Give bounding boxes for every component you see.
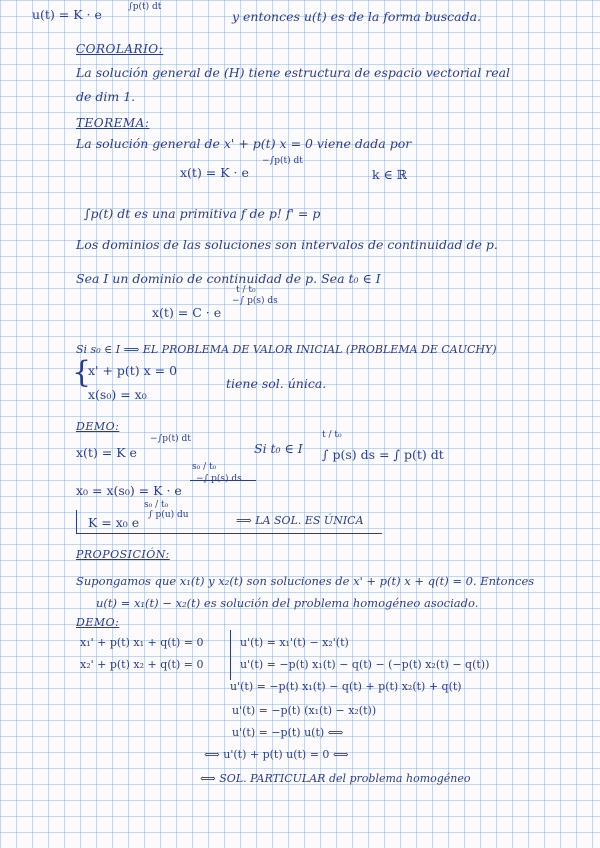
corolario-line-2: de dim 1. (76, 89, 136, 104)
demo-1-box-left (76, 510, 77, 534)
text-conclusion: y entonces u(t) es de la forma buscada. (232, 9, 482, 24)
corolario-heading: COROLARIO: (76, 42, 164, 56)
demo-2-conclusion: ⟺ SOL. PARTICULAR del problema homogéneo (200, 772, 471, 785)
formula-u-exponent: ∫p(t) dt (128, 2, 162, 12)
teorema-exponent: −∫p(t) dt (262, 156, 303, 166)
teorema-particular: x(t) = C · e (152, 305, 222, 320)
formula-u-of-t: u(t) = K · e (32, 7, 102, 22)
demo-1-eq-3-lims: s₀ / t₀ (144, 500, 169, 510)
teorema-heading: TEOREMA: (76, 116, 150, 130)
teorema-particular-lims: t / t₀ (236, 285, 256, 295)
demo-1-eq-3-exp: ∫ p(u) du (148, 510, 189, 520)
demo-1-eq-3: K = x₀ e (88, 515, 140, 530)
demo-1-eq-1-exp: −∫p(t) dt (150, 434, 191, 444)
demo-1-heading: DEMO: (76, 420, 120, 433)
system-eq-1: x' + p(t) x = 0 (88, 363, 178, 378)
demo-2-step-5: u'(t) = −p(t) u(t) ⟺ (232, 726, 344, 739)
demo-2-step-4: u'(t) = −p(t) (x₁(t) − x₂(t)) (232, 704, 377, 717)
teorema-particular-exp: −∫ p(s) ds (232, 296, 278, 306)
demo-1-box-line (76, 533, 382, 534)
demo-1-integral-eq: ∫ p(s) ds = ∫ p(t) dt (322, 447, 444, 462)
demo-1-underline (190, 480, 256, 481)
proposicion-line-1: Supongamos que x₁(t) y x₂(t) son soluciones de x' + p(t) x + q(t) = 0. Entonces (76, 574, 535, 588)
demo-1-eq-2-lims: s₀ / t₀ (192, 462, 217, 472)
teorema-solution: x(t) = K · e (180, 165, 249, 180)
demo-2-separator (230, 630, 231, 680)
teorema-line-sea: Sea I un dominio de continuidad de p. Sea t₀ ∈ I (76, 271, 381, 286)
teorema-line-primitive: ∫p(t) dt es una primitiva f de p! f' = p (84, 206, 321, 221)
demo-2-step-6: ⟺ u'(t) + p(t) u(t) = 0 ⟺ (204, 748, 349, 761)
cauchy-statement: Si s₀ ∈ I ⟹ EL PROBLEMA DE VALOR INICIAL (PROBLEMA DE CAUCHY) (76, 343, 497, 356)
demo-2-step-2: u'(t) = −p(t) x₁(t) − q(t) − (−p(t) x₂(t) − q(t)) (240, 658, 490, 671)
demo-1-eq-2: x₀ = x(s₀) = K · e (76, 483, 182, 498)
demo-1-conclusion: ⟹ LA SOL. ES ÚNICA (236, 514, 364, 527)
demo-2-heading: DEMO: (76, 616, 120, 629)
teorema-line-1: La solución general de x' + p(t) x = 0 viene dada por (76, 136, 412, 151)
demo-2-step-1: u'(t) = x₁'(t) − x₂'(t) (240, 636, 349, 649)
system-eq-2: x(s₀) = x₀ (88, 387, 147, 402)
corolario-line-1: La solución general de (H) tiene estructura de espacio vectorial real (76, 65, 511, 80)
demo-2-eq-x1: x₁' + p(t) x₁ + q(t) = 0 (80, 636, 204, 649)
demo-1-integral-lims: t / t₀ (322, 430, 342, 440)
teorema-k-real: k ∈ ℝ (372, 167, 408, 182)
proposicion-heading: PROPOSICIÓN: (76, 548, 170, 561)
demo-2-eq-x2: x₂' + p(t) x₂ + q(t) = 0 (80, 658, 204, 671)
teorema-line-dominios: Los dominios de las soluciones son intervalos de continuidad de p. (76, 237, 498, 252)
demo-2-step-3: u'(t) = −p(t) x₁(t) − q(t) + p(t) x₂(t) + q(t) (230, 680, 462, 693)
proposicion-line-2: u(t) = x₁(t) − x₂(t) es solución del problema homogéneo asociado. (96, 596, 479, 610)
system-brace: { (72, 355, 92, 390)
demo-1-eq-1: x(t) = K e (76, 445, 137, 460)
demo-1-eq-2-exp: −∫ p(s) ds (196, 474, 242, 484)
system-unique: tiene sol. única. (226, 376, 327, 391)
demo-1-if: Si t₀ ∈ I (254, 441, 303, 456)
